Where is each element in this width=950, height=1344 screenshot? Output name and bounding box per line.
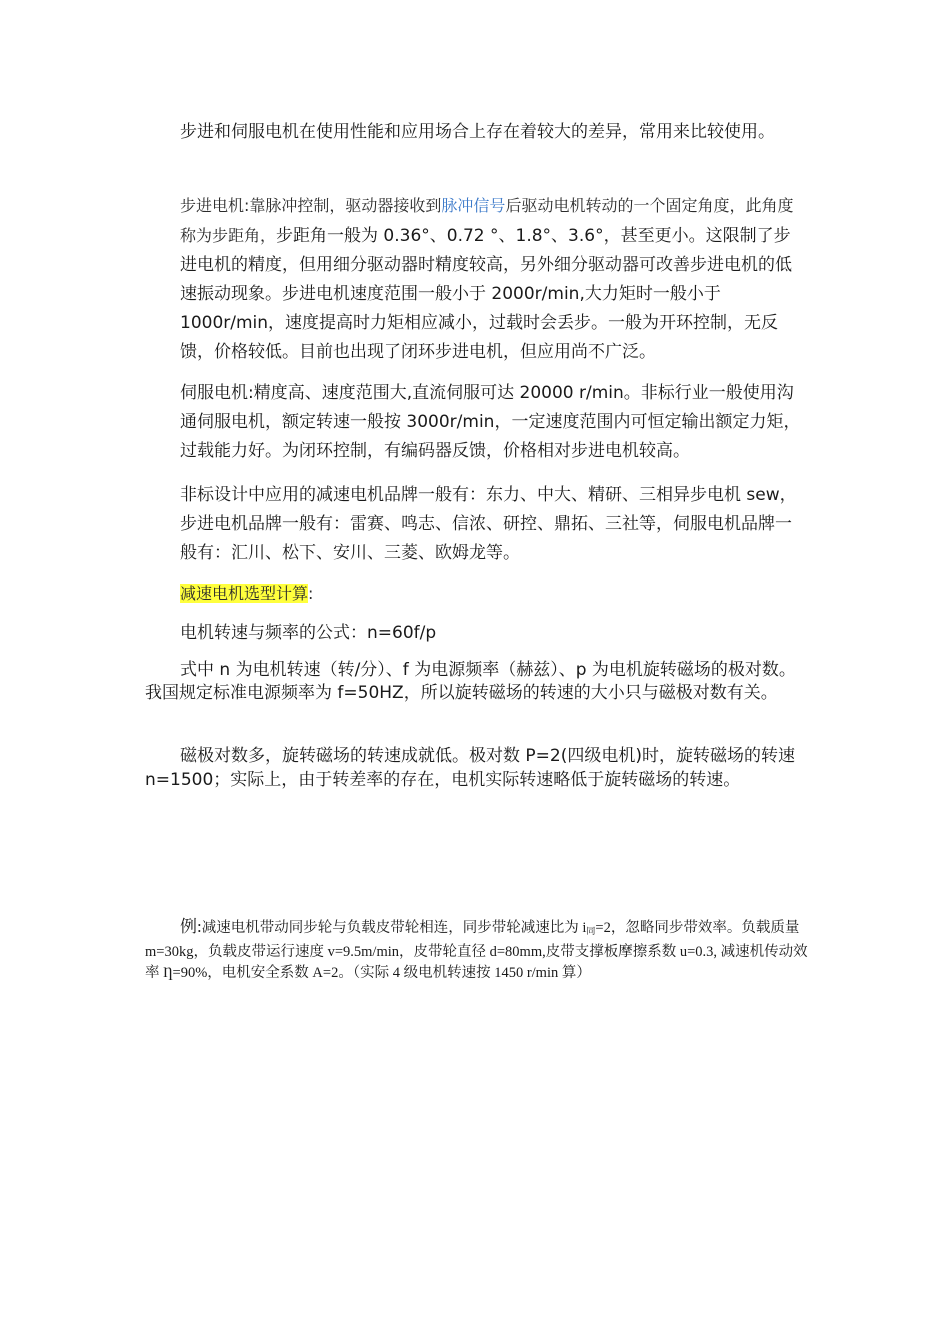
example-paragraph	[145, 916, 810, 984]
intro-paragraph	[180, 118, 805, 147]
example-text-a: 减速电机带动同步轮与负载皮带轮相连，同步带轮减速比为 i	[201, 920, 587, 936]
selection-heading: 减速电机选型计算	[180, 584, 309, 603]
stepper-text-c: 步距角一般为 0.36°、0.72 °、1.8°、3.6°，甚至更小。这限制了步进电机的精度，但用细分驱动器时精度较高，另外细分驱动器可改善步进电机的低速振动现象。步进电机速度范围一般小于 2000r/min,大力矩时一般小于 1000r/min，速度提高时力矩相应减小，过载时会丢步。一般为开环控制，无反馈，价格较低。目前也出现了闭环步进电机，但应用尚不广泛。	[180, 226, 792, 362]
selection-colon: :	[308, 584, 314, 603]
pulse-signal-link[interactable]: 脉冲信号	[441, 196, 506, 215]
stepper-text-b: 后驱动电机转动的一个固定角度，此角度称为步距角，	[180, 196, 794, 245]
servo-text: 伺服电机:精度高、速度范围大,直流伺服可达 20000 r/min。非标行业一般使用沟通伺服电机，额定转速一般按 3000r/min，一定速度范围内可恒定输出额定力矩，过载能力好。为闭环控制，有编码器反馈，价格相对步进电机较高。	[180, 383, 801, 461]
formula-paragraph	[180, 619, 805, 648]
example-subscript: 同	[586, 926, 596, 936]
servo-paragraph	[180, 379, 805, 466]
brands-paragraph	[180, 481, 805, 568]
example-text-b: =2，忽略同步带效率。负载质量 m=30kg，负载皮带运行速度 v=9.5m/min，皮带轮直径 d=80mm,皮带支撑板摩擦系数 u=0.3, 减速机传动效率 Ƞ=90%，电机安全系数 A=2。（实际 4 级电机转速按 1450 r/min 算）	[145, 920, 808, 981]
explain2-text: 磁极对数多，旋转磁场的转速成就低。极对数 P=2(四级电机)时，旋转磁场的转速 n=1500；实际上，由于转差率的存在，电机实际转速略低于旋转磁场的转速。	[145, 746, 795, 790]
example-label: 例:	[180, 917, 202, 936]
intro-text: 步进和伺服电机在使用性能和应用场合上存在着较大的差异，常用来比较使用。	[180, 122, 775, 142]
stepper-paragraph	[180, 191, 805, 367]
stepper-text-a: 靠脉冲控制，驱动器接收到	[249, 196, 442, 215]
selection-heading-line	[180, 579, 805, 609]
explain1-text: 式中 n 为电机转速（转/分）、f 为电源频率（赫兹）、p 为电机旋转磁场的极对数。我国规定标准电源频率为 f=50HZ，所以旋转磁场的转速的大小只与磁极对数有关。	[145, 660, 796, 703]
formula-text: 电机转速与频率的公式：n=60f/p	[180, 623, 437, 643]
explain2-paragraph	[145, 744, 810, 792]
explain1-paragraph	[145, 659, 810, 705]
brands-text: 非标设计中应用的减速电机品牌一般有：东力、中大、精研、三相异步电机 sew，步进电机品牌一般有：雷赛、鸣志、信浓、研控、鼎拓、三社等，伺服电机品牌一般有：汇川、松下、安川、三菱、欧姆龙等。	[180, 485, 797, 563]
stepper-label: 步进电机:	[180, 196, 250, 215]
